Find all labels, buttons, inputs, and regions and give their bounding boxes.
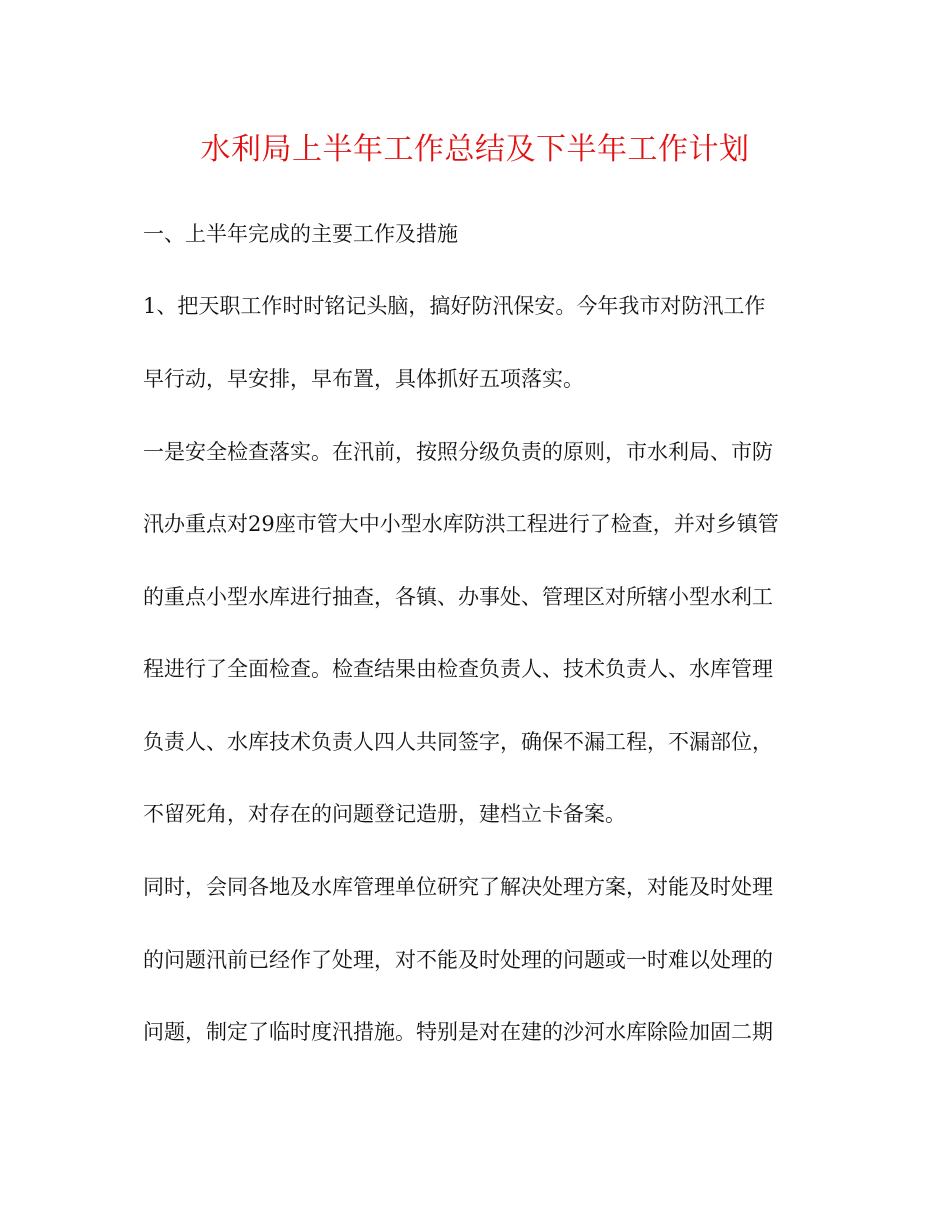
paragraph-line: 不留死角，对存在的问题登记造册，建档立卡备案。 (143, 802, 626, 826)
section-heading: 一、上半年完成的主要工作及措施 (143, 222, 458, 246)
document-title: 水利局上半年工作总结及下半年工作计划 (200, 132, 750, 167)
paragraph-line: 的重点小型水库进行抽查，各镇、办事处、管理区对所辖小型水利工 (143, 585, 773, 609)
paragraph-line: 汛办重点对29座市管大中小型水库防洪工程进行了检查，并对乡镇管 (143, 512, 779, 536)
paragraph-line: 负责人、水库技术负责人四人共同签字，确保不漏工程，不漏部位， (143, 730, 773, 754)
paragraph-line: 的问题汛前已经作了处理，对不能及时处理的问题或一时难以处理的 (143, 948, 773, 972)
paragraph-line: 同时，会同各地及水库管理单位研究了解决处理方案，对能及时处理 (143, 875, 773, 899)
paragraph-line: 1、把天职工作时时铭记头脑，搞好防汛保安。今年我市对防汛工作 (143, 294, 766, 318)
paragraph-line: 一是安全检查落实。在汛前，按照分级负责的原则，市水利局、市防 (143, 440, 773, 464)
paragraph-line: 问题，制定了临时度汛措施。特别是对在建的沙河水库除险加固二期 (143, 1020, 773, 1044)
paragraph-line: 早行动，早安排，早布置，具体抓好五项落实。 (143, 367, 584, 391)
paragraph-line: 程进行了全面检查。检查结果由检查负责人、技术负责人、水库管理 (143, 657, 773, 681)
